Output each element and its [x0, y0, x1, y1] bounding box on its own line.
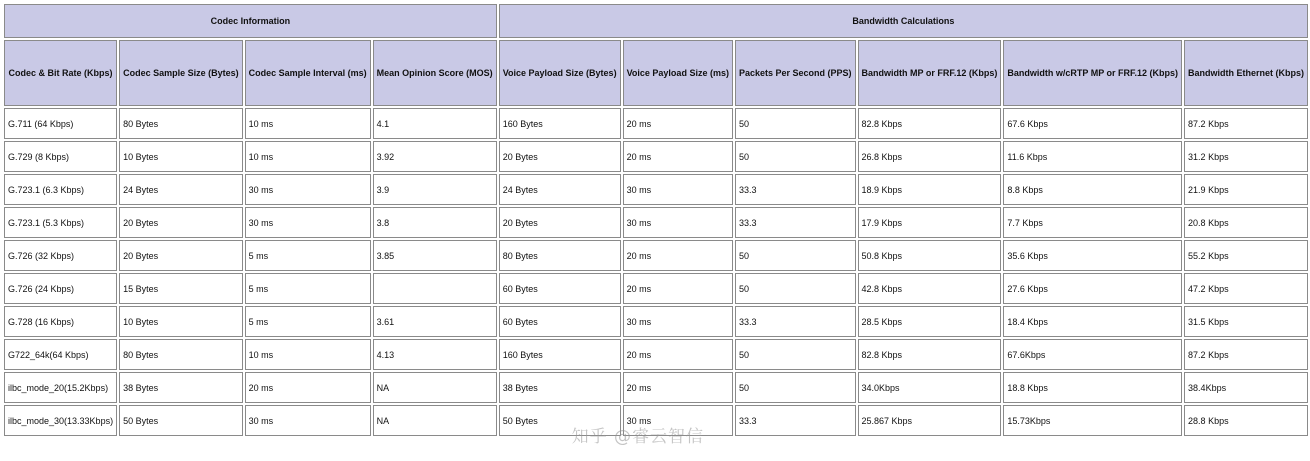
table-cell: 33.3 — [735, 405, 856, 436]
table-cell: 4.1 — [373, 108, 497, 139]
table-cell: 20.8 Kbps — [1184, 207, 1308, 238]
table-row — [4, 372, 1308, 403]
table-cell: 38 Bytes — [499, 372, 621, 403]
table-cell: 55.2 Kbps — [1184, 240, 1308, 271]
group-header-codec-info: Codec Information — [4, 4, 497, 38]
column-header: Mean Opinion Score (MOS) — [373, 40, 497, 106]
table-cell: 33.3 — [735, 207, 856, 238]
table-cell: 5 ms — [245, 240, 371, 271]
table-cell: 20 ms — [623, 240, 733, 271]
codec-name-cell: G.723.1 (5.3 Kbps) — [4, 207, 117, 238]
table-cell: 50 — [735, 240, 856, 271]
table-cell: 30 ms — [245, 174, 371, 205]
table-cell: 82.8 Kbps — [858, 108, 1002, 139]
table-cell: 18.8 Kbps — [1003, 372, 1182, 403]
table-cell: 10 ms — [245, 141, 371, 172]
column-header: Codec Sample Size (Bytes) — [119, 40, 243, 106]
table-cell: 5 ms — [245, 273, 371, 304]
table-cell: 60 Bytes — [499, 273, 621, 304]
column-header: Packets Per Second (PPS) — [735, 40, 856, 106]
table-cell: 8.8 Kbps — [1003, 174, 1182, 205]
table-cell: 34.0Kbps — [858, 372, 1002, 403]
table-cell: 21.9 Kbps — [1184, 174, 1308, 205]
codec-name-cell: G722_64k(64 Kbps) — [4, 339, 117, 370]
table-cell: 10 Bytes — [119, 306, 243, 337]
table-cell: 3.85 — [373, 240, 497, 271]
codec-name-cell: G.726 (24 Kbps) — [4, 273, 117, 304]
codec-name-cell: G.728 (16 Kbps) — [4, 306, 117, 337]
table-cell: 30 ms — [245, 405, 371, 436]
table-row — [4, 273, 1308, 304]
codec-name-cell: G.723.1 (6.3 Kbps) — [4, 174, 117, 205]
codec-name-cell: G.729 (8 Kbps) — [4, 141, 117, 172]
table-cell: 38 Bytes — [119, 372, 243, 403]
codec-name-cell: ilbc_mode_30(13.33Kbps) — [4, 405, 117, 436]
column-header: Bandwidth Ethernet (Kbps) — [1184, 40, 1308, 106]
table-cell: 7.7 Kbps — [1003, 207, 1182, 238]
table-cell: 67.6Kbps — [1003, 339, 1182, 370]
codec-name-cell: G.726 (32 Kbps) — [4, 240, 117, 271]
table-row — [4, 141, 1308, 172]
table-cell: 67.6 Kbps — [1003, 108, 1182, 139]
column-header: Bandwidth w/cRTP MP or FRF.12 (Kbps) — [1003, 40, 1182, 106]
table-cell: 160 Bytes — [499, 108, 621, 139]
column-header: Codec Sample Interval (ms) — [245, 40, 371, 106]
table-cell: 60 Bytes — [499, 306, 621, 337]
table-cell — [373, 273, 497, 304]
table-cell: 28.5 Kbps — [858, 306, 1002, 337]
table-cell: 25.867 Kbps — [858, 405, 1002, 436]
table-cell: 50 — [735, 339, 856, 370]
table-cell: 20 Bytes — [119, 240, 243, 271]
table-cell: 26.8 Kbps — [858, 141, 1002, 172]
table-cell: 50 Bytes — [499, 405, 621, 436]
table-cell: 18.4 Kbps — [1003, 306, 1182, 337]
table-row — [4, 108, 1308, 139]
table-cell: NA — [373, 405, 497, 436]
table-row — [4, 240, 1308, 271]
table-cell: NA — [373, 372, 497, 403]
table-cell: 87.2 Kbps — [1184, 108, 1308, 139]
table-cell: 30 ms — [623, 174, 733, 205]
table-cell: 20 ms — [623, 273, 733, 304]
table-cell: 50 — [735, 108, 856, 139]
table-cell: 20 Bytes — [119, 207, 243, 238]
table-cell: 20 ms — [245, 372, 371, 403]
table-cell: 87.2 Kbps — [1184, 339, 1308, 370]
table-cell: 35.6 Kbps — [1003, 240, 1182, 271]
table-cell: 3.8 — [373, 207, 497, 238]
codec-bandwidth-table — [2, 2, 1310, 438]
table-cell: 82.8 Kbps — [858, 339, 1002, 370]
table-cell: 50 — [735, 141, 856, 172]
table-cell: 50.8 Kbps — [858, 240, 1002, 271]
table-cell: 11.6 Kbps — [1003, 141, 1182, 172]
column-header: Voice Payload Size (ms) — [623, 40, 733, 106]
table-cell: 30 ms — [623, 207, 733, 238]
column-header: Bandwidth MP or FRF.12 (Kbps) — [858, 40, 1002, 106]
table-cell: 20 ms — [623, 339, 733, 370]
table-cell: 20 Bytes — [499, 141, 621, 172]
table-cell: 50 — [735, 273, 856, 304]
column-header: Codec & Bit Rate (Kbps) — [4, 40, 117, 106]
table-cell: 20 ms — [623, 372, 733, 403]
table-cell: 20 ms — [623, 141, 733, 172]
table-cell: 4.13 — [373, 339, 497, 370]
table-cell: 17.9 Kbps — [858, 207, 1002, 238]
table-cell: 15 Bytes — [119, 273, 243, 304]
column-header-row — [4, 40, 1308, 106]
table-cell: 160 Bytes — [499, 339, 621, 370]
table-cell: 33.3 — [735, 174, 856, 205]
table-cell: 33.3 — [735, 306, 856, 337]
table-row — [4, 306, 1308, 337]
table-body — [4, 108, 1308, 436]
table-cell: 30 ms — [623, 405, 733, 436]
table-row — [4, 339, 1308, 370]
table-cell: 31.5 Kbps — [1184, 306, 1308, 337]
table-row — [4, 207, 1308, 238]
table-cell: 80 Bytes — [119, 339, 243, 370]
column-header: Voice Payload Size (Bytes) — [499, 40, 621, 106]
group-header-row — [4, 4, 1308, 38]
table-cell: 50 Bytes — [119, 405, 243, 436]
codec-name-cell: G.711 (64 Kbps) — [4, 108, 117, 139]
table-cell: 50 — [735, 372, 856, 403]
table-cell: 3.61 — [373, 306, 497, 337]
group-header-bandwidth: Bandwidth Calculations — [499, 4, 1308, 38]
table-cell: 20 ms — [623, 108, 733, 139]
table-cell: 80 Bytes — [499, 240, 621, 271]
table-cell: 47.2 Kbps — [1184, 273, 1308, 304]
table-cell: 27.6 Kbps — [1003, 273, 1182, 304]
table-cell: 38.4Kbps — [1184, 372, 1308, 403]
table-cell: 31.2 Kbps — [1184, 141, 1308, 172]
table-cell: 24 Bytes — [119, 174, 243, 205]
table-cell: 10 Bytes — [119, 141, 243, 172]
table-cell: 42.8 Kbps — [858, 273, 1002, 304]
table-cell: 10 ms — [245, 108, 371, 139]
table-cell: 3.9 — [373, 174, 497, 205]
table-cell: 28.8 Kbps — [1184, 405, 1308, 436]
table-cell: 80 Bytes — [119, 108, 243, 139]
table-row — [4, 174, 1308, 205]
table-cell: 3.92 — [373, 141, 497, 172]
watermark-text: 知乎 @睿云智信 — [571, 427, 704, 447]
codec-name-cell: ilbc_mode_20(15.2Kbps) — [4, 372, 117, 403]
table-cell: 10 ms — [245, 339, 371, 370]
table-cell: 5 ms — [245, 306, 371, 337]
table-cell: 15.73Kbps — [1003, 405, 1182, 436]
table-cell: 24 Bytes — [499, 174, 621, 205]
table-cell: 18.9 Kbps — [858, 174, 1002, 205]
table-cell: 30 ms — [623, 306, 733, 337]
table-cell: 30 ms — [245, 207, 371, 238]
table-cell: 20 Bytes — [499, 207, 621, 238]
